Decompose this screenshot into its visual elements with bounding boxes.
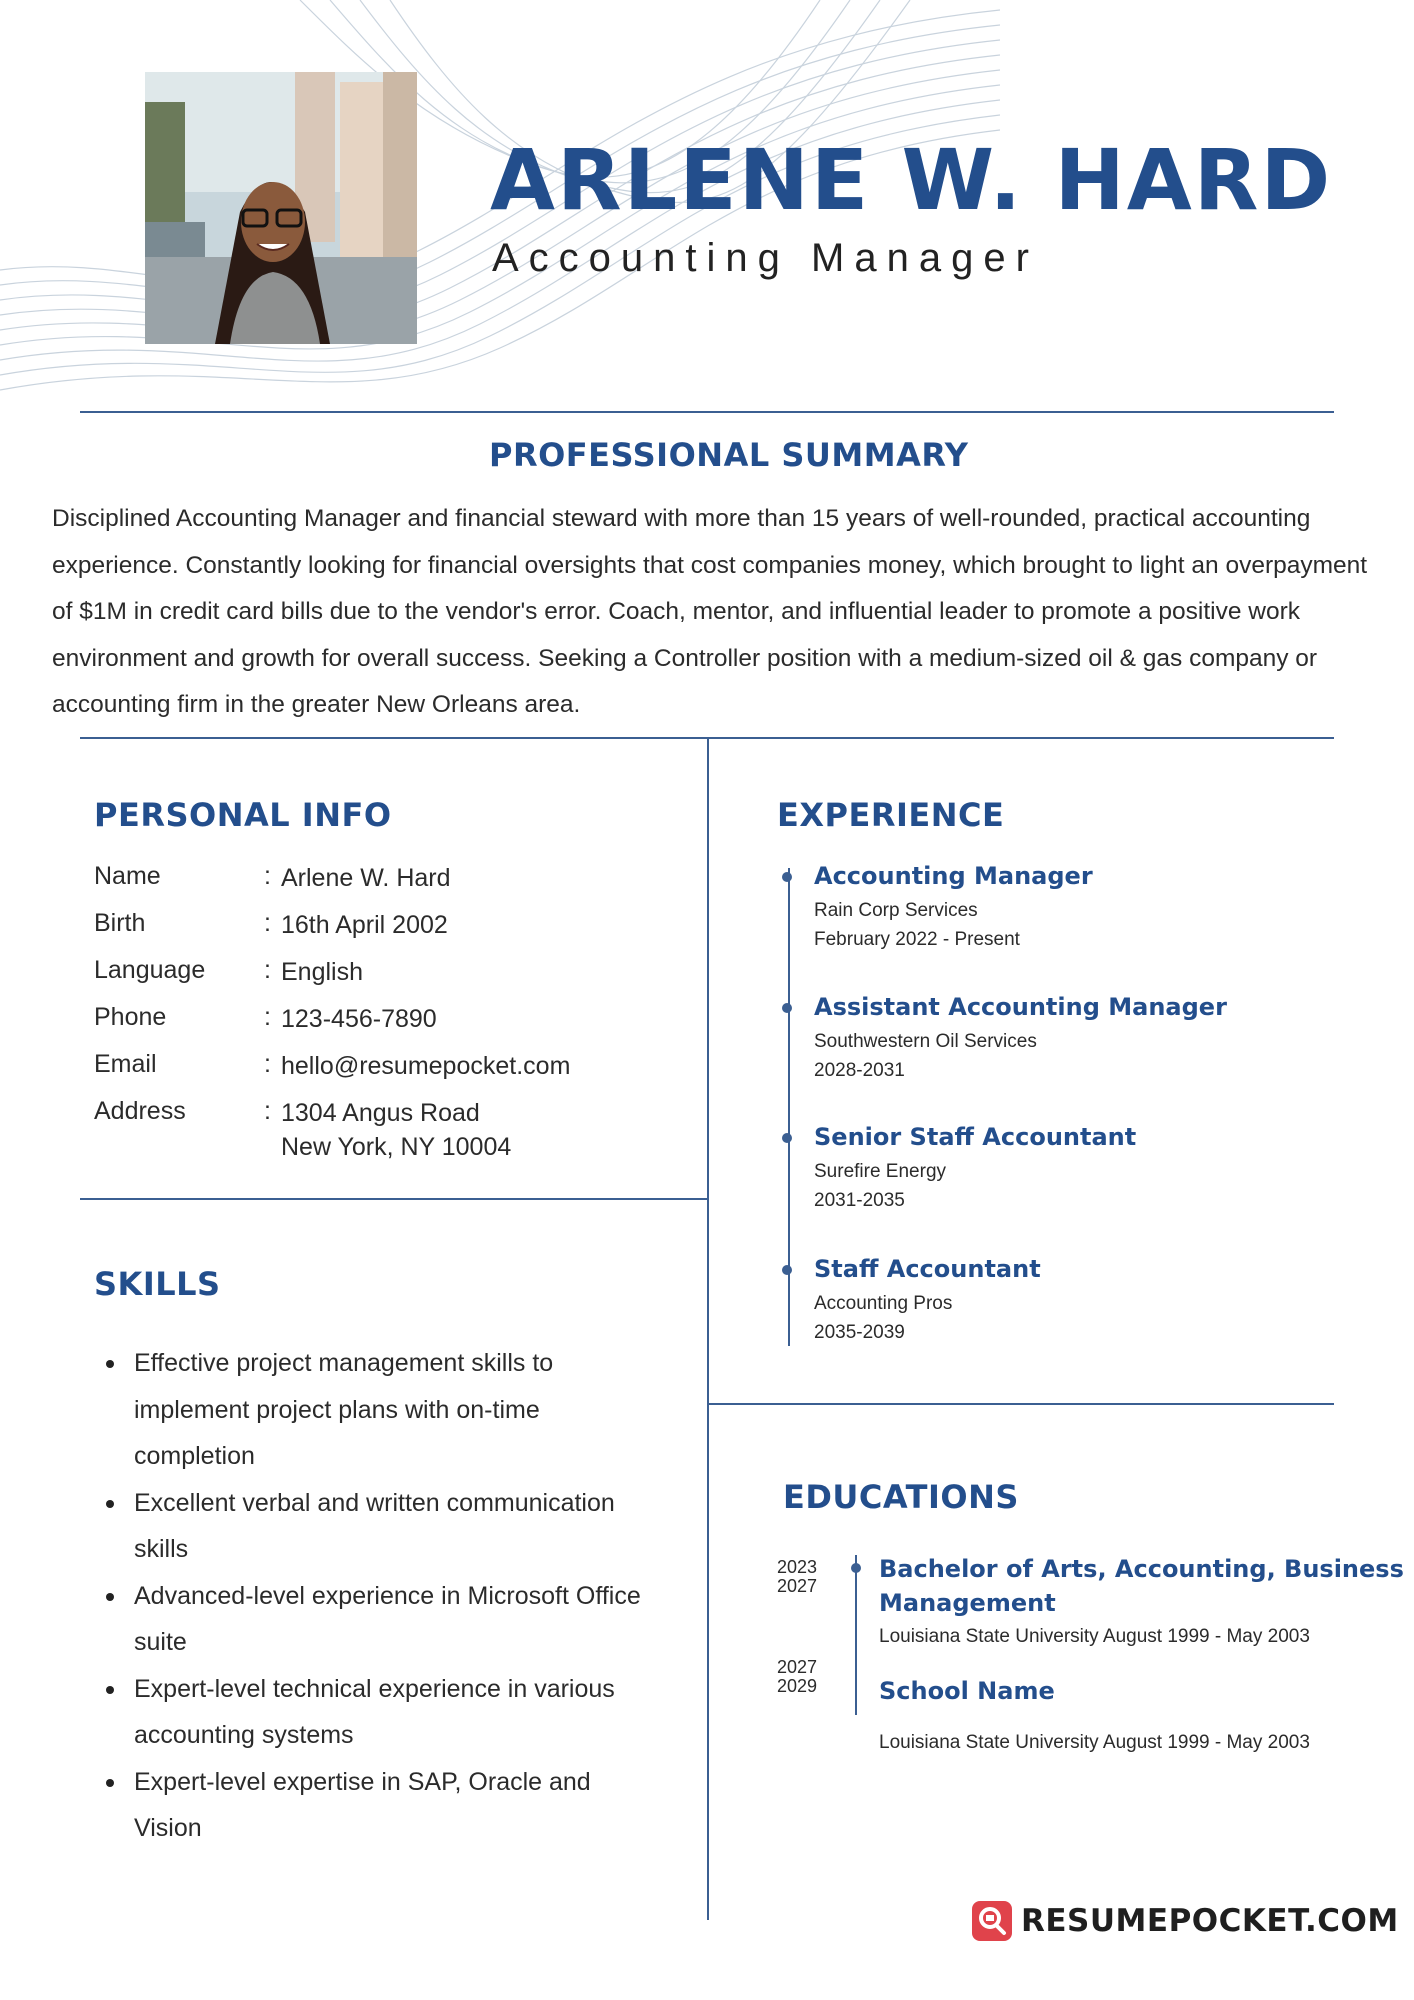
skills-heading: SKILLS [94,1265,221,1303]
skill-item: Excellent verbal and written communication skills [104,1480,664,1573]
skill-item: Expert-level technical experience in various accounting systems [104,1666,664,1759]
info-separator: : [264,862,271,890]
job-title: Staff Accountant [814,1255,1041,1283]
timeline-dot [851,1563,861,1573]
job-dates: 2031-2035 [814,1190,905,1211]
divider-personal [80,1198,707,1200]
info-label: Address [94,1097,186,1125]
info-label: Phone [94,1003,167,1031]
job-dates: 2035-2039 [814,1322,905,1343]
job-title: Senior Staff Accountant [814,1123,1137,1151]
candidate-name: ARLENE W. HARD [490,131,1333,229]
timeline-dot [782,1133,792,1143]
info-value: Arlene W. Hard [281,864,451,892]
brand-text: RESUMEPOCKET.COM [1021,1903,1399,1939]
divider-experience [707,1403,1334,1405]
job-title: Accounting Manager [814,862,1093,890]
education-detail: Louisiana State University August 1999 - May 2003 [879,1626,1310,1647]
info-separator: : [264,1050,271,1078]
education-year-end: 2029 [777,1676,818,1696]
job-company: Accounting Pros [814,1293,953,1314]
job-title: Assistant Accounting Manager [814,993,1227,1021]
education-year-end: 2027 [777,1576,818,1596]
skill-item: Advanced-level experience in Microsoft Office suite [104,1573,664,1666]
info-label: Birth [94,909,146,937]
education-heading: EDUCATIONS [783,1478,1019,1516]
info-separator: : [264,1003,271,1031]
info-label: Name [94,862,161,890]
info-value: 1304 Angus Road [281,1099,480,1127]
education-year-start: 2027 [777,1657,818,1677]
timeline-dot [782,872,792,882]
experience-heading: EXPERIENCE [777,796,1005,834]
job-company: Surefire Energy [814,1161,947,1182]
job-dates: February 2022 - Present [814,929,1020,950]
info-separator: : [264,1097,271,1125]
timeline-dot [782,1265,792,1275]
info-value[interactable]: hello@resumepocket.com [281,1052,571,1080]
candidate-role: Accounting Manager [492,236,1039,280]
info-label: Language [94,956,206,984]
summary-text: Disciplined Accounting Manager and financial steward with more than 15 years of well-rounded, practical accounting experience. Constantly looking for financial oversights that cost companies money, which brought to light an overpayment of $1M in credit card bills due to the vendor's error. Coach, mentor, and influential leader to promote a positive work environment and growth for overall success. Seeking a Controller position with a medium-sized oil & gas company or accounting firm in the greater New Orleans area. [52,505,1368,718]
personal-info-heading: PERSONAL INFO [94,796,392,834]
info-label: Email [94,1050,157,1078]
education-degree: Bachelor of Arts, Accounting, Business [879,1555,1404,1583]
info-value-line2: New York, NY 10004 [281,1133,512,1161]
magnifier-doc-icon [971,1900,1013,1942]
job-company: Southwestern Oil Services [814,1031,1037,1052]
info-separator: : [264,956,271,984]
skill-item: Effective project management skills to implement project plans with on-time completion [104,1340,664,1480]
summary-heading: PROFESSIONAL SUMMARY [489,436,969,474]
divider-top [80,411,1334,413]
info-value: 16th April 2002 [281,911,448,939]
education-degree-line2: Management [879,1589,1056,1617]
education-timeline [855,1555,857,1715]
education-detail: Louisiana State University August 1999 - May 2003 [879,1732,1310,1753]
education-year-start: 2023 [777,1557,818,1577]
job-company: Rain Corp Services [814,900,978,921]
divider-vertical [707,737,709,1920]
education-school: School Name [879,1677,1055,1705]
skill-item: Expert-level expertise in SAP, Oracle and Vision [104,1759,664,1852]
info-value: English [281,958,363,986]
brand-logo[interactable] [971,1900,1399,1942]
skills-list [104,1340,664,1852]
info-separator: : [264,909,271,937]
timeline-dot [782,1003,792,1013]
profile-photo [145,72,417,344]
info-value: 123-456-7890 [281,1005,437,1033]
job-dates: 2028-2031 [814,1060,905,1081]
